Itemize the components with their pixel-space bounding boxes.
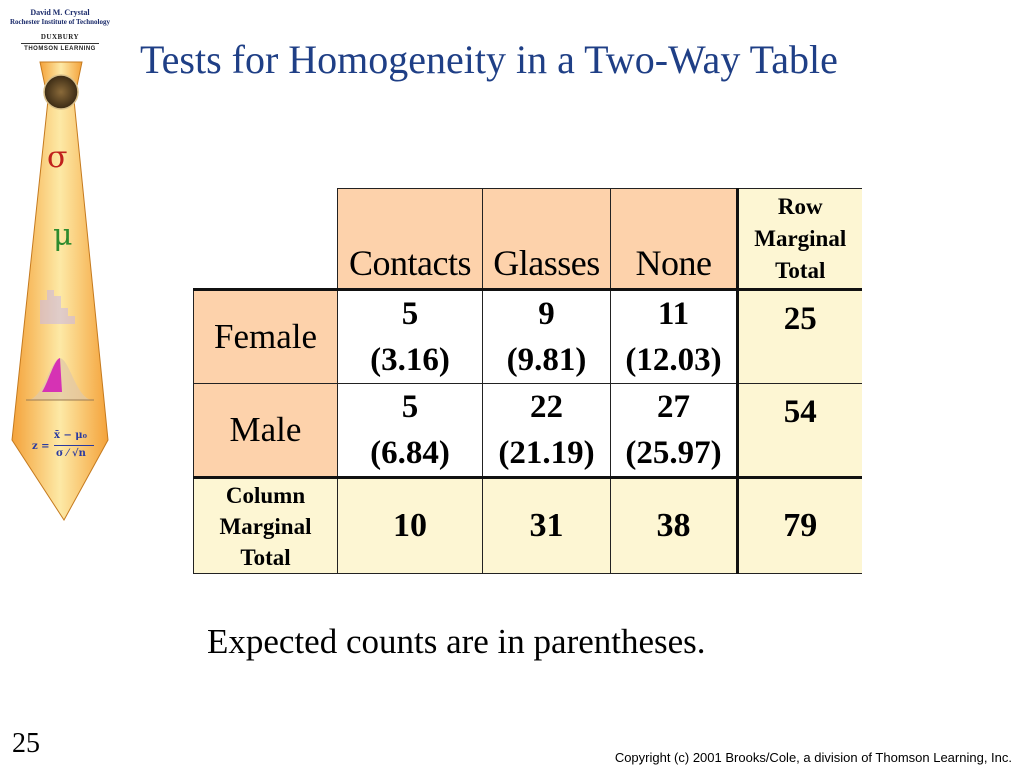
grand-total: 79 [738,478,862,574]
sidebar [0,0,120,768]
col-header-contacts: Contacts [338,189,483,290]
parent-publisher-logo: THOMSON LEARNING [24,46,96,52]
z-formula-denominator: σ ⁄ √n [56,448,86,459]
col-total-none: 38 [611,478,738,574]
cell-female-contacts: 5 (3.16) [338,290,483,384]
row-total-male: 54 [738,384,862,478]
header-row [194,189,862,290]
cell-female-none: 11 (12.03) [611,290,738,384]
table-row-column-totals [194,478,862,574]
row-marginal-total-header: Row Marginal Total [738,189,862,290]
z-formula-lhs: z = [32,441,50,452]
table-row-female [194,290,862,384]
row-total-female: 25 [738,290,862,384]
col-total-glasses: 31 [483,478,611,574]
col-header-glasses: Glasses [483,189,611,290]
table-caption: Expected counts are in parentheses. [207,622,706,661]
author-name: David M. Crystal [30,8,90,17]
mu-icon: μ [53,218,73,253]
sigma-icon: σ [47,140,68,175]
copyright-notice: Copyright (c) 2001 Brooks/Cole, a division of Thomson Learning, Inc. [614,750,1012,765]
tie-graphic [0,0,120,540]
row-header-female: Female [194,290,338,384]
two-way-table [193,188,862,574]
row-header-male: Male [194,384,338,478]
publisher-logo: DUXBURY [40,33,80,41]
col-header-none: None [611,189,738,290]
cell-female-glasses: 9 (9.81) [483,290,611,384]
table-row-male [194,384,862,478]
cell-male-glasses: 22 (21.19) [483,384,611,478]
slide-title: Tests for Homogeneity in a Two-Way Table [140,37,838,82]
institution-name: Rochester Institute of Technology [9,18,110,26]
cell-male-none: 27 (25.97) [611,384,738,478]
page-number: 25 [12,728,40,759]
corner-cell [194,189,338,290]
cell-male-contacts: 5 (6.84) [338,384,483,478]
brand-block [0,8,120,52]
column-marginal-total-header: Column Marginal Total [194,478,338,574]
z-formula-numerator: x̄ − μ₀ [54,430,88,441]
col-total-contacts: 10 [338,478,483,574]
